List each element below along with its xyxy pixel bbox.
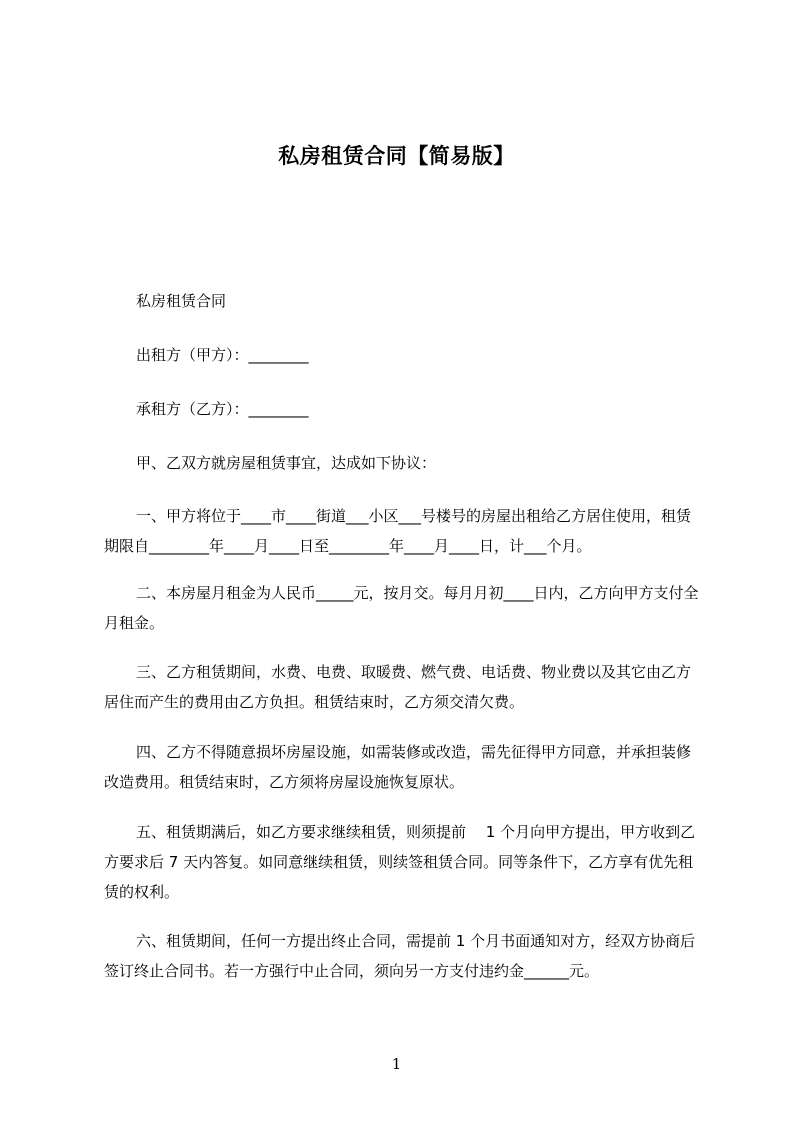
clause-2: 二、本房屋月租金为人民币_____元，按月交。每月月初____日内，乙方向甲方支付全月租金。 [104,584,699,632]
document-title: 私房租赁合同【简易版】 [278,144,515,168]
page-number: 1 [391,1055,402,1073]
clause-6: 六、租赁期间，任何一方提出终止合同，需提前 1 个月书面通知对方，经双方协商后签订终止合同书。若一方强行中止合同，须向另一方支付违约金______元。 [104,932,696,980]
clause-3: 三、乙方租赁期间，水费、电费、取暖费、燃气费、电话费、物业费以及其它由乙方居住而产生的费用由乙方负担。租赁结束时，乙方须交清欠费。 [104,663,692,711]
paragraph-lessor: 出租方（甲方）：________ [136,346,309,364]
clause-1: 一、甲方将位于____市____街道___小区___号楼号的房屋出租给乙方居住使用，租赁期限自________年____月____日至________年____月____日，计___个月。 [104,507,692,555]
clause-5: 五、租赁期满后，如乙方要求继续租赁，则须提前 1 个月向甲方提出，甲方收到乙方要求后 7 天内答复。如同意继续租赁，则续签租赁合同。同等条件下，乙方享有优先租赁的权利。 [104,823,696,901]
paragraph-lessee: 承租方（乙方）：________ [136,400,309,418]
paragraph-agreement-intro: 甲、乙双方就房屋租赁事宜，达成如下协议： [136,454,437,472]
paragraph-heading: 私房租赁合同 [136,292,227,310]
clause-4: 四、乙方不得随意损坏房屋设施，如需装修或改造，需先征得甲方同意，并承担装修改造费用。租赁结束时，乙方须将房屋设施恢复原状。 [104,743,692,791]
